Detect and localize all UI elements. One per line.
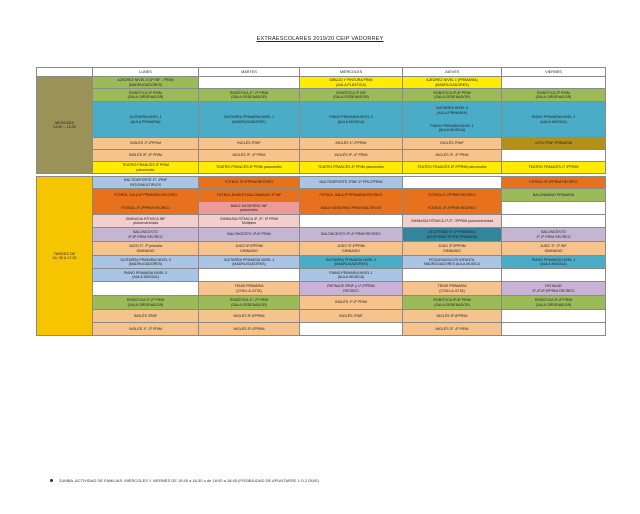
header-corner xyxy=(37,68,93,77)
document-title: EXTRAESCOLARES 2019/20 CEIP VADORREY xyxy=(256,36,384,42)
activity-cell: TEATRO FRANCÉS 6º PRIM psicomotric xyxy=(199,162,300,174)
activity-cell xyxy=(403,269,502,282)
activity-cell: ROBÓTICA 1º-2º PRIM (SALA ORDENADOR) xyxy=(93,296,199,310)
activity-cell: TEATRO FRANCÉS 3º PRIM psicomotric xyxy=(93,162,199,174)
activity-cell xyxy=(199,269,300,282)
activity-cell: PATINAJE 3ºINF y 1º-2ºPRIM RECREO xyxy=(300,282,403,296)
activity-cell xyxy=(502,269,606,282)
activity-cell: INGLÉS 3º- 4º PRIM xyxy=(403,323,502,336)
activity-cell: FÚTBOL SALA 5º PRIMARIA RECREO xyxy=(300,189,403,202)
activity-cell: FÚTBOL 5º-6ºPRIM RECREO xyxy=(502,177,606,189)
activity-cell: INGLÉS 3º-4ºPRIM xyxy=(199,323,300,336)
activity-cell: INGLÉS 1º-2º PRIM xyxy=(300,296,403,310)
schedule-row xyxy=(37,242,606,256)
activity-cell: PATINAJE 3º-4º-5º-6ºPRIM RECREO xyxy=(502,282,606,296)
footnote-text: ZUMBA: ACTIVIDAD DE FAMILIAS: MIÉRCOLES Y VIERNES DE 15:45 a 16:30 o de 18:00 a 18:45 (POSIBILIDAD DE APUNTARSE 1 O 2 DÍAS) xyxy=(59,478,319,483)
header-day: MARTES xyxy=(199,68,300,77)
schedule-row xyxy=(37,296,606,310)
activity-cell: FÚTBOL-BASKET-BALONMANO 3º INF xyxy=(199,189,300,202)
activity-cell: GIMNASIA RÍTMICA INF psicomotricidad xyxy=(93,215,199,228)
activity-cell: TENIS PRIMARIA (CON LA JOTA) xyxy=(403,282,502,296)
schedule-row xyxy=(37,228,606,242)
header-day: JUEVES xyxy=(403,68,502,77)
activity-cell: GUITARRA PRIMARIA NIVEL 1 (MADRUGADORES) xyxy=(199,102,300,138)
activity-cell: MULTIDEPORTE 1º- 2ºINF PATIO/MÚLTIPLES xyxy=(93,177,199,189)
activity-cell: JUDO 1º- 2º primaria GIMNASIO xyxy=(93,242,199,256)
activity-cell: FÚTBOL SALA 5º PRIMARIA RECREO xyxy=(93,189,199,202)
schedule-row xyxy=(37,138,606,150)
schedule-row xyxy=(37,162,606,174)
schedule-row xyxy=(37,89,606,102)
activity-cell: PIANO PRIMARIA NIVEL 1 (AULA MÚSICA) xyxy=(502,256,606,269)
activity-cell: INGLÉS 1º-2ºPRIM xyxy=(93,138,199,150)
activity-cell xyxy=(502,215,606,228)
activity-cell: FÚTBOL 3º-4ºPRIM RECREO xyxy=(199,177,300,189)
activity-cell: PIANO PRIMARIA NIVEL 2 (AULA MÚSICA) xyxy=(502,102,606,138)
activity-cell xyxy=(502,77,606,89)
activity-cell: INGLÉS 5º- 6º PRIM xyxy=(300,150,403,162)
activity-cell: ROBÓTICA 5º-6º PRIM (SALA ORDENADOR) xyxy=(403,296,502,310)
activity-cell: TEATRO FRANCÉS 5º 2ºPRIM psicomotric xyxy=(403,162,502,174)
activity-cell: GUITARRA PRIMARIA NIVEL 1 (MADRUGADORES) xyxy=(199,256,300,269)
activity-cell: INGLÉS 5º-6ºPRIM xyxy=(199,310,300,323)
activity-cell xyxy=(300,323,403,336)
activity-cell: ROBÓTICA 1º- 2º PRIM (SALA ORDENADOR) xyxy=(199,296,300,310)
activity-cell: BAILE MODERNO PRIM MÚLTIPLES xyxy=(300,202,403,215)
schedule-row xyxy=(37,189,606,202)
activity-cell: BALONCESTO 4º-6º PRIM xyxy=(199,228,300,242)
header-day: MIÉRCOLES xyxy=(300,68,403,77)
schedule-table xyxy=(36,67,606,336)
activity-cell: INGLÉS 1º-2ºPRIM xyxy=(300,138,403,150)
bullet-icon xyxy=(50,479,53,482)
activity-cell: JUDO 3º-4ºPRIM GIMNASIO xyxy=(300,242,403,256)
activity-cell: FÚTBOL 3º-4ºPRIM RECREO xyxy=(93,202,199,215)
activity-cell: INGLÉS 3ºINF xyxy=(199,138,300,150)
header-day: LUNES xyxy=(93,68,199,77)
activity-cell: BALONCESTO 1º-2º PRIM RECREO xyxy=(502,228,606,242)
schedule-row xyxy=(37,215,606,228)
activity-cell: ROBÓTICA 3º PRIM (SALA ORDENADOR) xyxy=(502,89,606,102)
activity-cell: GUITARRA PRIMARIA NIVEL 0 (MADRUGADORES) xyxy=(93,256,199,269)
activity-cell xyxy=(502,202,606,215)
header-day: VIERNES xyxy=(502,68,606,77)
schedule-row xyxy=(37,310,606,323)
activity-cell xyxy=(300,215,403,228)
activity-cell: FÚTBOL1º-2ºPRIM RECREO xyxy=(403,189,502,202)
activity-cell: INGLÉS 1º- 2º PRIM xyxy=(93,323,199,336)
activity-cell: DIBUJO Y PINTURA PRIM (AULA PLÁSTICA) xyxy=(300,77,403,89)
activity-cell: JUDO 3º-6ºPRIM GIMNASIO xyxy=(403,242,502,256)
activity-cell: BALONCESTO 5º-6º PRIM RECREO xyxy=(93,228,199,242)
activity-cell: BALONCESTO 3º-4º PRIM RECREO xyxy=(300,228,403,242)
activity-cell: ROBÓTICA 3º-4º PRIM (SALA ORDENADOR) xyxy=(502,296,606,310)
schedule-row xyxy=(37,202,606,215)
activity-cell: AJEDREZ NIVEL 1 (PRIMARIA) (MADRUGADORES) xyxy=(403,77,502,89)
schedule-row xyxy=(37,323,606,336)
activity-cell: GIMNASIA RÍTMICA 1º-2º- 3ºPRIM psicomotricidad xyxy=(403,215,502,228)
activity-cell: GUITARRA PRIMARIA NIVEL 2 (MADRUGADORES) xyxy=(300,256,403,269)
activity-cell: INGLÉS 3º- 4º PRIM xyxy=(199,150,300,162)
header-row xyxy=(37,68,606,77)
activity-cell: JOTA 3ºINF-PRIMARIA xyxy=(502,138,606,150)
activity-cell: PIANO PRIMARIA NIVEL 0 (AULA MÚSICA) xyxy=(93,269,199,282)
side-label-tardes: TARDES DE 16: 30 A 17:30 xyxy=(37,177,93,336)
activity-cell xyxy=(199,77,300,89)
activity-cell: PIANO PRIMARIA NIVEL 1 (AULA MÚSICA) xyxy=(300,269,403,282)
schedule-row xyxy=(37,77,606,89)
activity-cell: GIMNASIA RÍTMICA 4º- 5º- 6º PRIM Múltiples xyxy=(199,215,300,228)
activity-cell: AJEDREZ NIVEL 0 (3º INF - PRIM) (MADRUGADORES) xyxy=(93,77,199,89)
activity-cell: ATLETISMO 1º-2º PRIMARIA ATLETISMO 3º-5º6º PRIMARIA xyxy=(403,228,502,242)
footnote xyxy=(50,478,319,483)
schedule-row xyxy=(37,102,606,138)
activity-cell: PEQUEMÚSICOS INFANTIL MADRUGADORES AULA MUSICA xyxy=(403,256,502,269)
schedule-row xyxy=(37,256,606,269)
activity-cell: INGLÉS 3ºINF xyxy=(93,310,199,323)
activity-cell xyxy=(502,150,606,162)
activity-cell xyxy=(403,177,502,189)
activity-cell: ROBÓTICA 3º INF (SALA ORDENADOR) xyxy=(300,89,403,102)
activity-cell xyxy=(502,323,606,336)
activity-cell: GUITARRA NIVEL 1 (AULA PRIMARIA) xyxy=(93,102,199,138)
activity-cell: INGLÉS 5º- 6º PRIM xyxy=(93,150,199,162)
activity-cell: INGLÉS 5º-6ºPRIM xyxy=(403,310,502,323)
activity-cell: ROBÓTICA 1º- 2º PRIM (SALA ORDENADOR) xyxy=(199,89,300,102)
schedule-row xyxy=(37,282,606,296)
activity-cell: BAILE MODERNO INF psicomotric xyxy=(199,202,300,215)
activity-cell: INGLÉS 3º- 4º PRIM xyxy=(403,150,502,162)
activity-cell xyxy=(502,310,606,323)
schedule-row xyxy=(37,177,606,189)
activity-cell: TENIS PRIMARIA (CON LA JOTA) xyxy=(199,282,300,296)
activity-cell: FÚTBOL 3º-4ºPRIM RECREO xyxy=(403,202,502,215)
activity-cell: ROBÓTICA 4º PRIM (SALA ORDENADOR) xyxy=(93,89,199,102)
activity-cell: INGLÉS 3ºINF xyxy=(403,138,502,150)
activity-cell: JUDO 1º- 2º INF GIMNASIO xyxy=(502,242,606,256)
side-label-mediodia: MEDIODÍA 14:00 – 15:30 xyxy=(37,77,93,174)
activity-cell: GUITARRA NIVEL 0 (AULA PRIMARIA) PIANO PRIMARIA NIVEL 1 (AULA MÚSICA) xyxy=(403,102,502,138)
activity-cell: JUDO 5º-6ºPRIM GIMNASIO xyxy=(199,242,300,256)
activity-cell: ROBÓTICA 5º-6º PRIM (SALA ORDENADOR) xyxy=(403,89,502,102)
activity-cell: INGLÉS 3ºINF xyxy=(300,310,403,323)
schedule-row xyxy=(37,269,606,282)
schedule-row xyxy=(37,150,606,162)
activity-cell: TEATRO FRANCÉS 1º 3ºPRIM xyxy=(502,162,606,174)
activity-cell: MULTIDEPORTE 3ºINF-1º PRI-2ºPRIM xyxy=(300,177,403,189)
activity-cell: TEATRO FRANCÉS 4º PRIM psicomotric xyxy=(300,162,403,174)
activity-cell: BALONMANO PRIMARIA xyxy=(502,189,606,202)
activity-cell xyxy=(93,282,199,296)
activity-cell: PIANO PRIMARIA NIVEL 0 (AULA MÚSICA) xyxy=(300,102,403,138)
